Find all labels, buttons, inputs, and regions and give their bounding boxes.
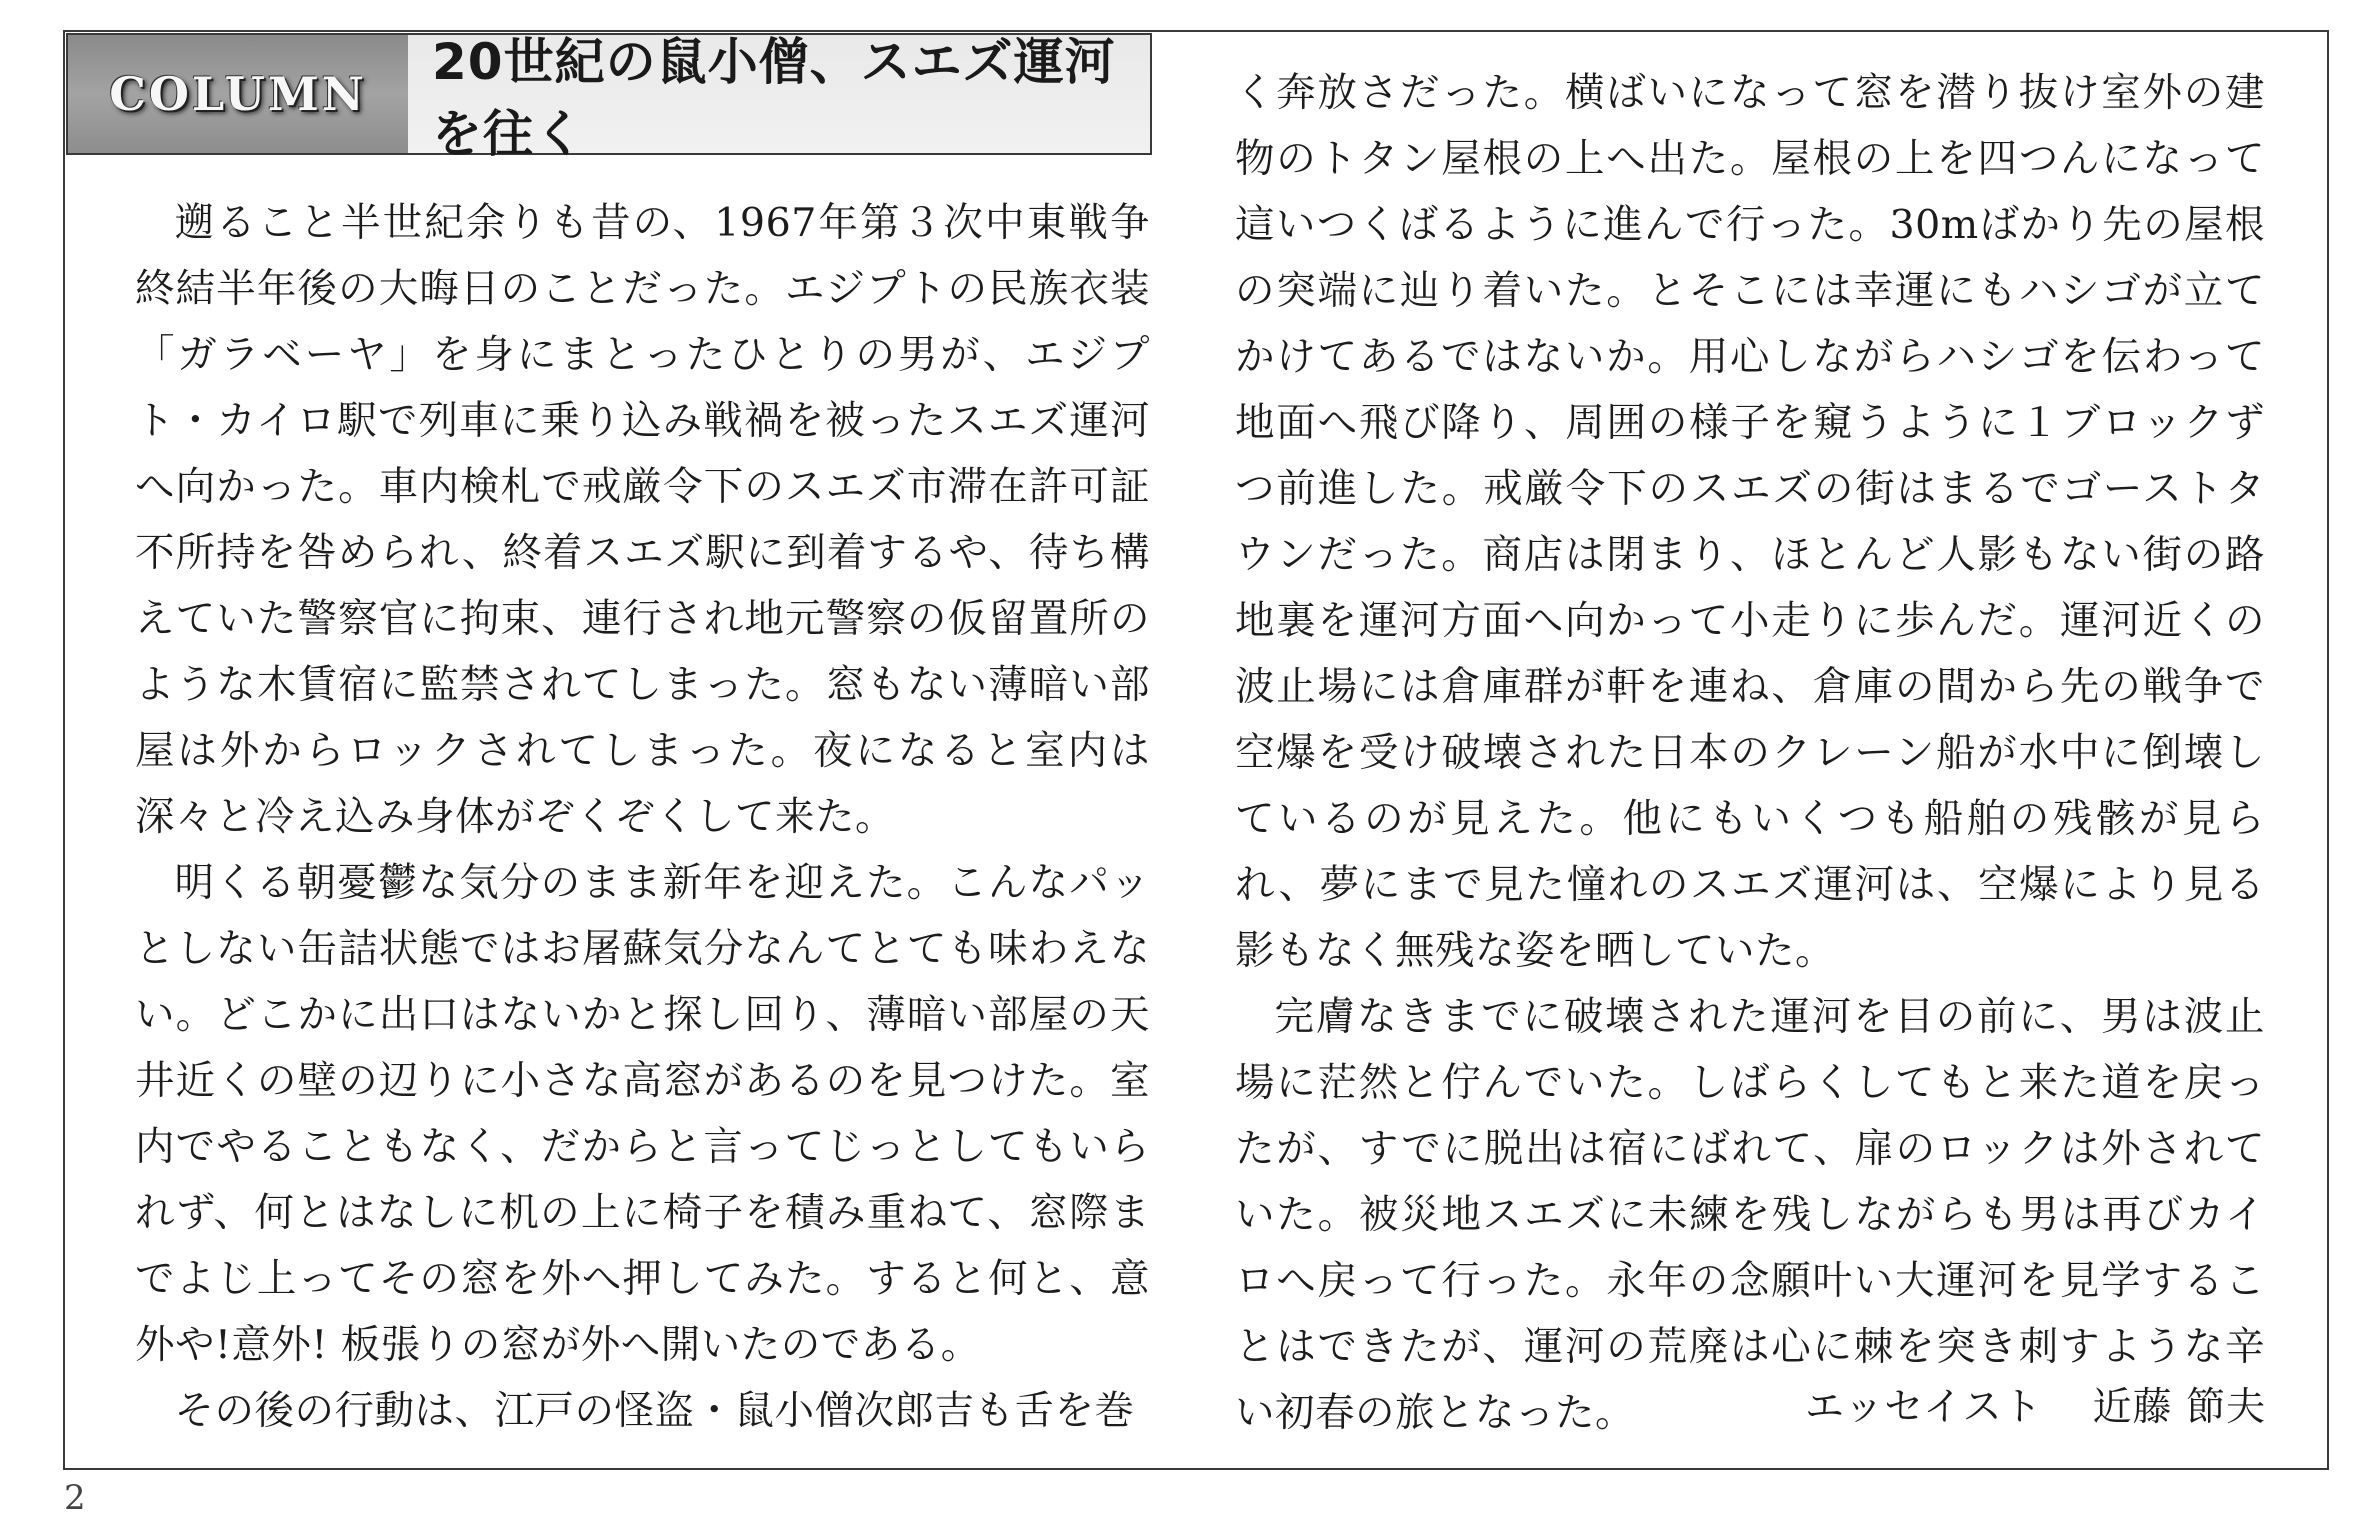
paragraph-1: 遡ること半世紀余りも昔の、1967年第３次中東戦争終結半年後の大晦日のことだった。エジプトの民族衣装「ガラベーヤ」を身にまとったひとりの男が、エジプト・カイロ駅で列車に乗り込み戦禍を被ったスエズ運河へ向かった。車内検札で戒厳令下のスエズ市滞在許可証不所持を咎められ、終着スエズ駅に到着するや、待ち構えていた警察官に拘束、連行され地元警察の仮留置所のような木賃宿に監禁されてしまった。窓もない薄暗い部屋は外からロックされてしまった。夜になると室内は深々と冷え込み身体がぞくぞくして来た。: [135, 200, 1150, 840]
left-column: [135, 190, 1150, 1444]
paragraph-4: 完膚なきまでに破壊された運河を目の前に、男は波止場に茫然と佇んでいた。しばらくしてもと来た道を戻ったが、すでに脱出は宿にばれて、扉のロックは外されていた。被災地スエズに未練を残しながらも男は再びカイロへ戻って行った。永年の念願叶い大運河を見学することはできたが、運河の荒廃は心に棘を突き刺すような辛い初春の旅となった。: [1235, 994, 2265, 1436]
paragraph-2: 明くる朝憂鬱な気分のまま新年を迎えた。こんなパッとしない缶詰状態ではお屠蘇気分なんてとても味わえない。どこかに出口はないかと探し回り、薄暗い部屋の天井近くの壁の辺りに小さな高窓があるのを見つけた。室内でやることもなく、だからと言ってじっとしてもいられず、何とはなしに机の上に椅子を積み重ねて、窓際までよじ上ってその窓を外へ押してみた。すると何と、意外や!意外! 板張りの窓が外へ開いたのである。: [135, 860, 1150, 1368]
column-title: 20世紀の鼠小僧、スエズ運河を往く: [432, 33, 1116, 163]
paragraph-3-start: その後の行動は、江戸の怪盗・鼠小僧次郎吉も舌を巻: [174, 1388, 1135, 1434]
column-title-box: [408, 33, 1150, 163]
byline-author: 近藤 節夫: [2092, 1385, 2267, 1430]
column-tag: [68, 35, 408, 153]
paragraph-3-continued: く奔放さだった。横ばいになって窓を潜り抜け室外の建物のトタン屋根の上へ出た。屋根の上を四つんになって這いつくばるように進んで行った。30mばかり先の屋根の突端に辿り着いた。とそこには幸運にもハシゴが立てかけてあるではないか。用心しながらハシゴを伝わって地面へ飛び降り、周囲の様子を窺うように１ブロックずつ前進した。戒厳令下のスエズの街はまるでゴーストタウンだった。商店は閉まり、ほとんど人影もない街の路地裏を運河方面へ向かって小走りに歩んだ。運河近くの波止場には倉庫群が軒を連ね、倉庫の間から先の戦争で空爆を受け破壊された日本のクレーン船が水中に倒壊しているのが見えた。他にもいくつも船舶の残骸が見られ、夢にまで見た憧れのスエズ運河は、空爆により見る影もなく無残な姿を晒していた。: [1235, 70, 2265, 974]
byline: [1805, 1376, 2266, 1432]
page-number: 2: [64, 1478, 86, 1518]
right-column: [1235, 60, 2265, 1446]
byline-role: エッセイスト: [1805, 1385, 2043, 1430]
column-header: [66, 33, 1152, 163]
column-tag-label: COLUMN: [109, 67, 367, 121]
